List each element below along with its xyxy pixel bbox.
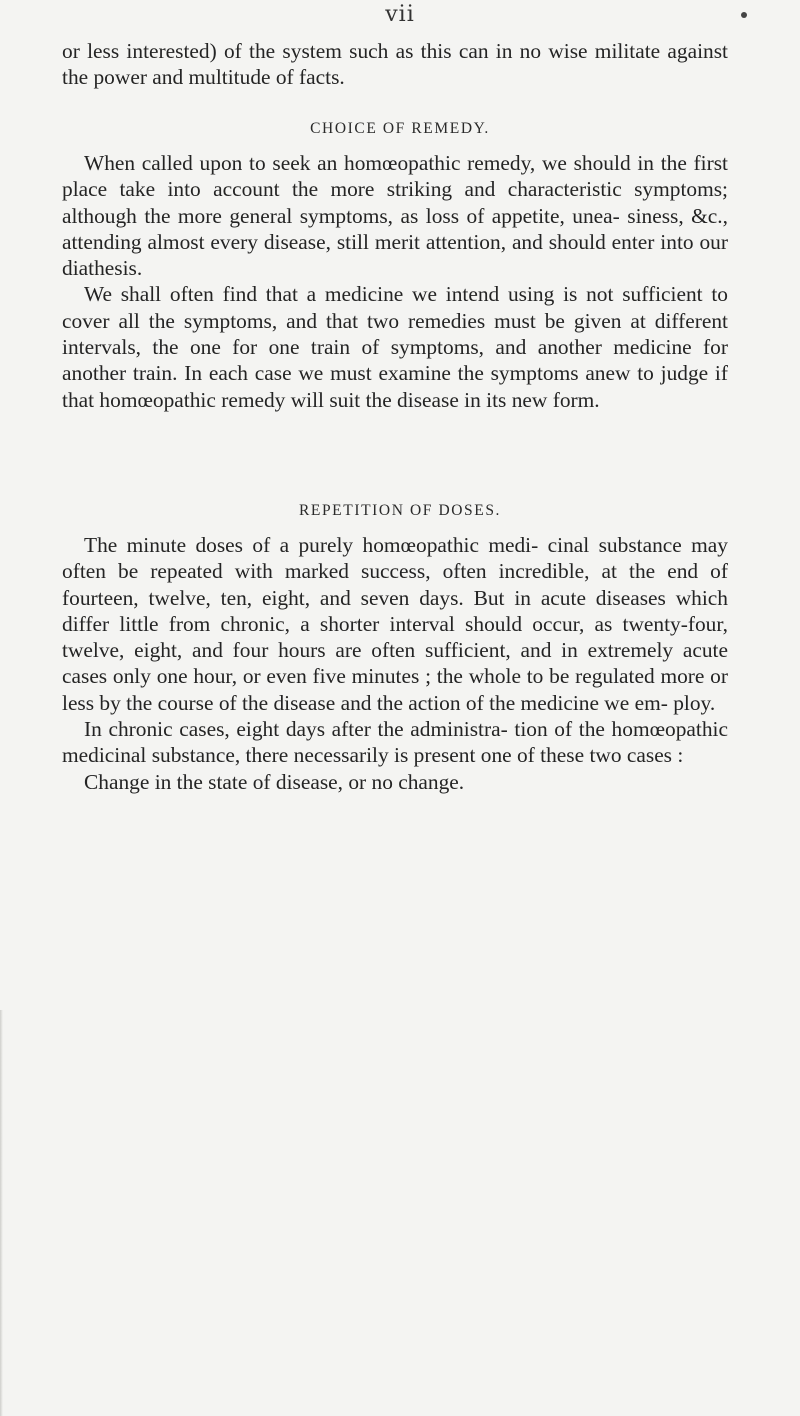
intro-paragraph: or less interested) of the system such as this can in no wise militate against the power and multitude of facts. [62, 39, 728, 90]
intro-paragraph-block [62, 38, 728, 91]
section-heading-choice-of-remedy: CHOICE OF REMEDY. [310, 120, 490, 137]
print-mark-dot [741, 12, 747, 18]
page-edge-shadow [0, 1010, 3, 1416]
section1-paragraph-1: When called upon to seek an homœopathic remedy, we should in the first place take into account the more striking and characteristic symptoms; although the more general symptoms, as loss of appetite, unea- siness, &c., attending almost every disease, still merit attention, and should enter into our diathesis. [62, 151, 728, 281]
section2-paragraph-2: In chronic cases, eight days after the administra- tion of the homœopathic medicinal substance, there necessarily is present one of these two cases : [62, 717, 728, 768]
section2-body [62, 532, 728, 795]
page-number: vii [385, 2, 415, 27]
section1-body [62, 150, 728, 413]
section1-paragraph-2: We shall often find that a medicine we intend using is not sufficient to cover all the symptoms, and that two remedies must be given at different intervals, the one for one train of symptoms, and another medicine for another train. In each case we must examine the symptoms anew to judge if that homœopathic remedy will suit the disease in its new form. [62, 282, 728, 412]
section-heading-repetition-of-doses: REPETITION OF DOSES. [298, 502, 502, 519]
section2-paragraph-1: The minute doses of a purely homœopathic medi- cinal substance may often be repeated with marked success, often incredible, at the end of fourteen, twelve, ten, eight, and seven days. But in acute diseases which differ little from chronic, a shorter interval should occur, as twenty-four, twelve, eight, and four hours are often sufficient, and in extremely acute cases only one hour, or even five minutes ; the whole to be regulated more or less by the course of the disease and the action of the medicine we em- ploy. [62, 533, 728, 715]
section2-paragraph-3: Change in the state of disease, or no change. [84, 769, 465, 794]
